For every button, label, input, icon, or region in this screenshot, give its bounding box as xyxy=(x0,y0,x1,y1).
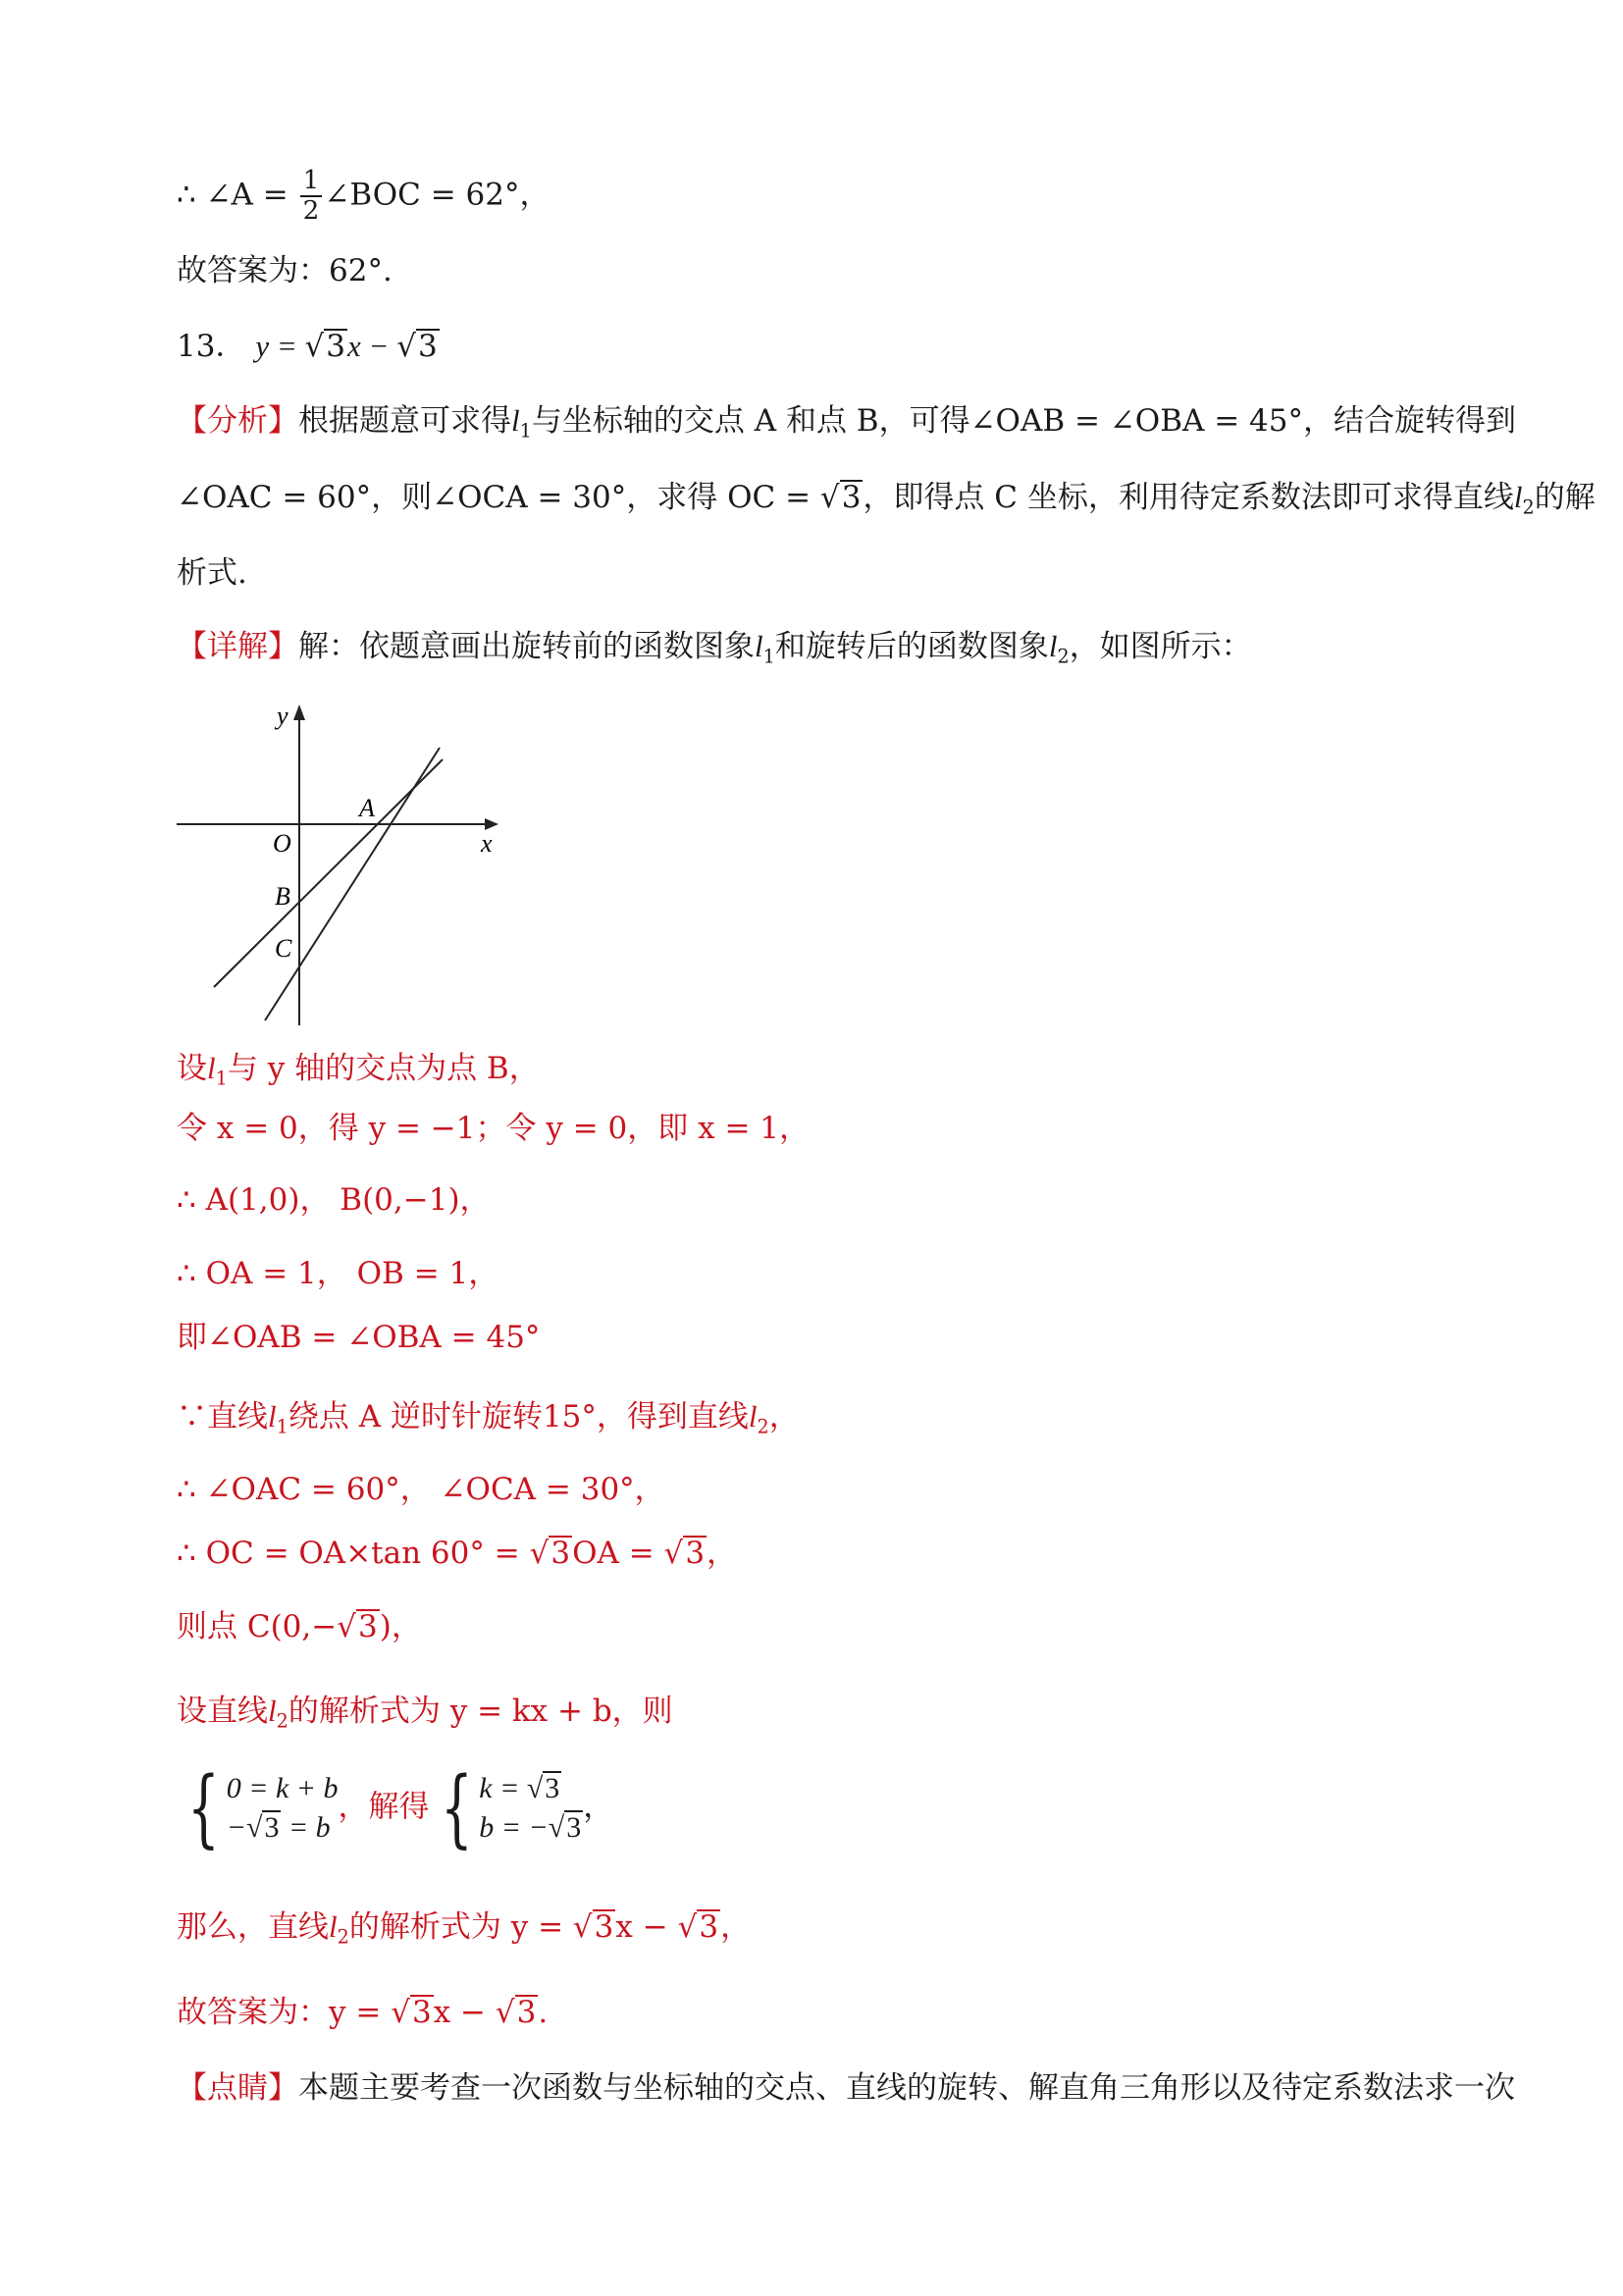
left-brace-icon: { xyxy=(186,1759,220,1857)
label-B: B xyxy=(275,882,290,911)
comment-line: 【点睛】本题主要考查一次函数与坐标轴的交点、直线的旋转、解直角三角形以及待定系数法求一次 xyxy=(177,2070,1515,2106)
label-x: x xyxy=(481,829,493,858)
answer-62: 故答案为：62°. xyxy=(177,253,393,288)
analysis-tag: 【分析】 xyxy=(177,403,298,439)
left-brace-icon: { xyxy=(440,1759,473,1857)
line-l2 xyxy=(265,748,440,1020)
detail-tag: 【详解】 xyxy=(177,629,298,664)
detail-line: 【详解】解：依题意画出旋转前的函数图象$l_1$和旋转后的函数图象$l_2$，如图所示： xyxy=(177,629,1252,668)
comment-tag: 【点睛】 xyxy=(177,2070,298,2106)
step-3: ∴ A(1,0)， B(0,−1)， xyxy=(177,1182,491,1218)
label-A: A xyxy=(359,794,375,822)
analysis-line-3: 析式. xyxy=(177,555,247,591)
fraction: $\frac{1}{2}$ xyxy=(300,167,323,226)
label-y: y xyxy=(277,702,288,730)
label-O: O xyxy=(273,829,291,858)
step-13: 故答案为：y = √3x − √3. xyxy=(177,1995,549,2030)
step-4: ∴ OA = 1， OB = 1， xyxy=(177,1256,499,1291)
label-C: C xyxy=(275,934,292,963)
step-9: 则点 C(0,−√3)， xyxy=(177,1609,422,1644)
step-7: ∴ ∠OAC = 60°， ∠OCA = 30°， xyxy=(177,1472,665,1507)
problem-13-answer: 13． y = √3x − √3 xyxy=(177,329,438,364)
step-10: 设直线$l_2$的解析式为 y = kx + b，则 xyxy=(177,1694,673,1733)
coordinate-figure xyxy=(167,697,510,1040)
step-12: 那么，直线$l_2$的解析式为 y = √3x − √3， xyxy=(177,1909,752,1949)
step-8: ∴ OC = OA×tan 60° = √3OA = √3， xyxy=(177,1536,738,1571)
step-6: ∵直线$l_1$绕点 A 逆时针旋转15°，得到直线$l_2$， xyxy=(177,1399,800,1438)
step-2: 令 x = 0，得 y = −1；令 y = 0，即 x = 1， xyxy=(177,1111,811,1146)
step-5: 即∠OAB = ∠OBA = 45° xyxy=(177,1320,541,1355)
step-1: 设$l_1$与 y 轴的交点为点 B， xyxy=(177,1051,540,1090)
y-axis-arrow-icon xyxy=(293,704,305,720)
analysis-line-1: 【分析】根据题意可求得$l_1$与坐标轴的交点 A 和点 B，可得∠OAB = ∠OBA = 45°，结合旋转得到 xyxy=(177,403,1516,443)
line-angle-a: ∴ ∠A = $\frac{1}{2}$ ∠BOC = 62°， xyxy=(177,166,550,226)
line-l1 xyxy=(214,759,443,987)
analysis-line-2: ∠OAC = 60°，则∠OCA = 30°，求得 OC = √3，即得点 C 坐标，利用待定系数法即可求得直线$l_2$的解 xyxy=(177,480,1596,519)
equation-system: { 0 = k + b −√3 = b ，解得 { k = √3 b = −√3 ， xyxy=(186,1759,614,1857)
